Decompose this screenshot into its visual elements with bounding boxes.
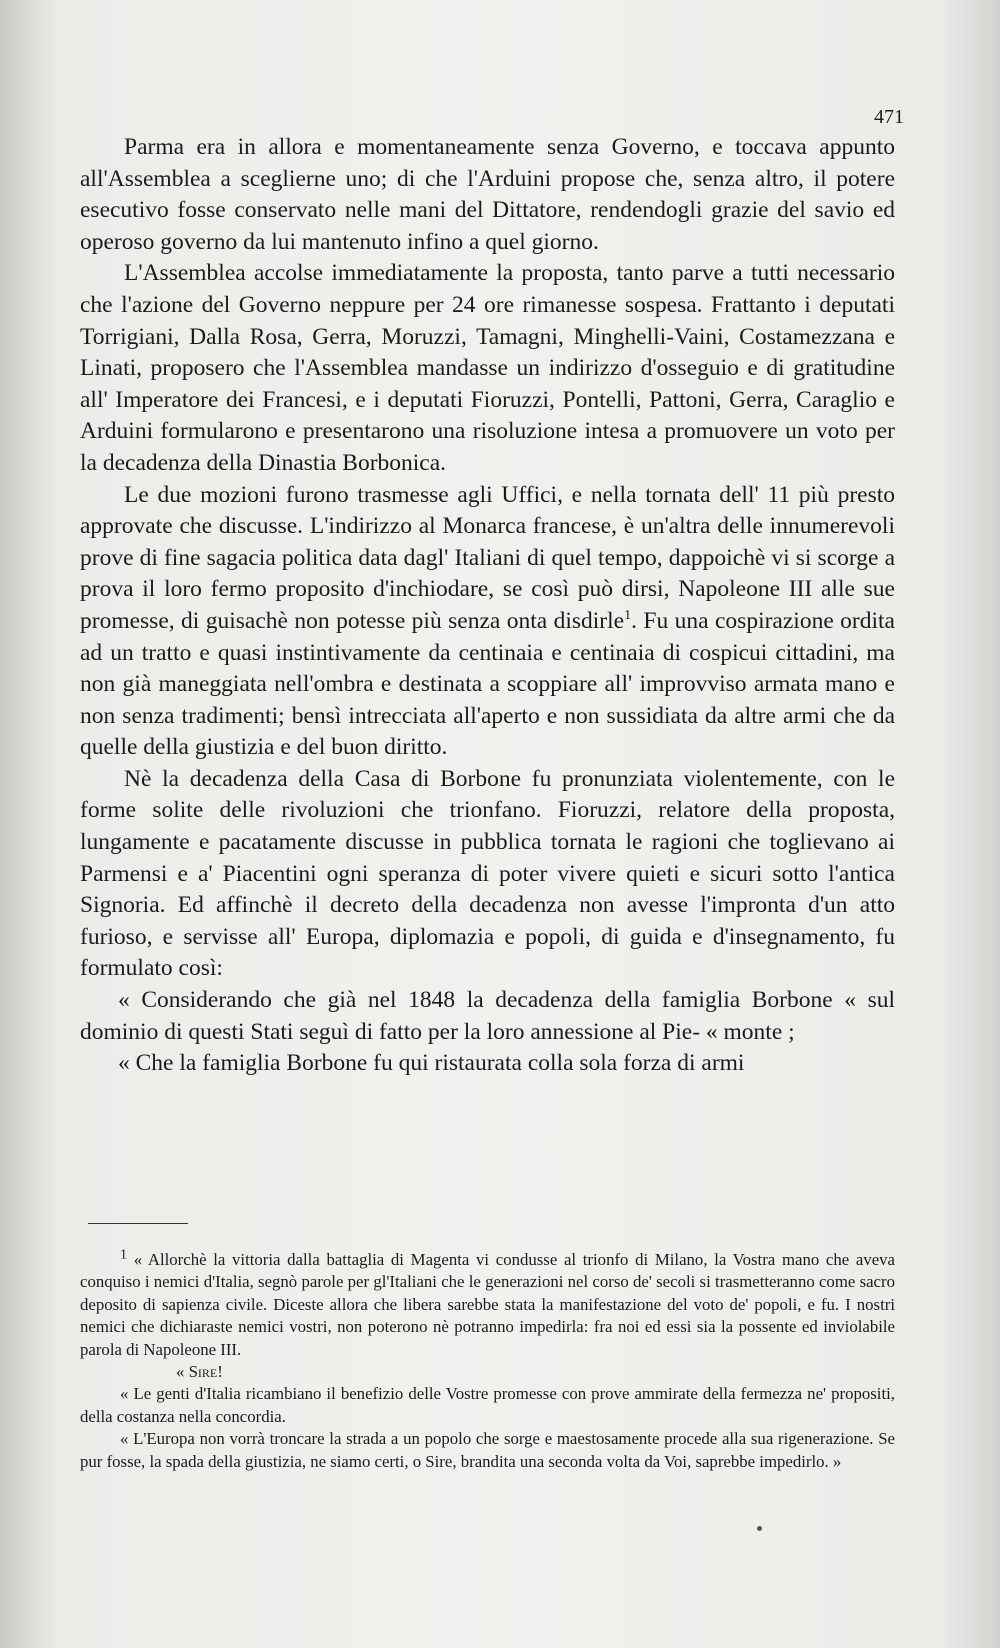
paragraph [80,480,895,764]
paragraph: L'Assemblea accolse immediatamente la proposta, tanto parve a tutti necessario che l'azione del Governo neppure per 24 ore rimanesse sospesa. Frattanto i deputati Torrigiani, Dalla Rosa, Gerra, Moruzzi, Tamagni, Minghelli-Vaini, Costamezzana e Linati, proposero che l'Assemblea mandasse un indirizzo d'osseguio e di gratitudine all' Imperatore dei Francesi, e i deputati Fioruzzi, Pontelli, Pattoni, Gerra, Caraglio e Arduini formularono e presentarono una risoluzione intesa a promuovere un voto per la decadenza della Dinastia Borbonica. [80,260,895,476]
footnote-text: « Allorchè la vittoria dalla battaglia di Magenta vi condusse al trionfo di Milano, la Vostra mano che aveva conquiso i nemici d'Italia, segnò parole per gl'Italiani che le generazioni nel corso de' secoli si trasmetteranno come sacro deposito di sapienza civile. Diceste allora che libera sarebbe stata la manifestazione del voto de' popoli, e fu. I nostri nemici che dichiaraste nemici vostri, non poterono nè potranno impedirla: fra noi ed essi sia la possente ed inviolabile parola di Napoleone III. [80,1250,895,1359]
ink-mark [757,1526,762,1531]
paragraph: Nè la decadenza della Casa di Borbone fu pronunziata violentemente, con le forme solite delle rivoluzioni che trionfano. Fioruzzi, relatore della proposta, lungamente e pacatamente discusse in pubblica tornata le ragioni che toglievano ai Parmensi e a' Piacentini ogni speranza di poter vivere quieti e sicuri sotto l'antica Signoria. Ed affinchè il decreto della decadenza non avesse l'impronta d'un atto furioso, e servisse all' Europa, diplomazia e popoli, di guida e d'insegnamento, fu formulato così: [80,765,895,982]
paragraph-text: . Fu una cospirazione ordita ad un tratto e quasi instintivamente da centinaia e centinaia di cospicui cittadini, ma non già maneggiata nell'ombra e destinata a scoppiare all' improvviso armata mano e non senza tradimenti; bensì intrecciata all'aperto e non sussidiata da altre armi che da quelle della giustizia e del buon diritto. [80,607,895,761]
decree-quote: « Che la famiglia Borbone fu qui ristaurata colla sola forza di armi [118,1050,745,1077]
footnote-marker: 1 [120,1247,127,1263]
footnote-divider [88,1223,188,1224]
footnotes [80,1249,895,1473]
footnote-paragraph: « L'Europa non vorrà troncare la strada a un popolo che sorge e maestosamente procede alla sua rigenerazione. Se pur fosse, la spada della giustizia, ne siamo certi, o Sire, brandita una seconda volta da Voi, saprebbe impedirlo. » [80,1429,895,1471]
footnote-reference[interactable]: 1 [624,608,632,624]
paragraph-text: Le due mozioni furono trasmesse agli Uffici, e nella tornata dell' 11 più presto approvate che discusse. L'indirizzo al Monarca francese, è un'altra delle innumerevoli prove di fine sagacia politica data dagl' Italiani di quel tempo, dappoichè vi si scorge a prova il loro fermo proposito d'inchiodare, se così può dirsi, Napoleone III alle sue promesse, di guisachè non potesse più senza onta disdirle [80,481,895,634]
footnote-salutation [80,1361,895,1383]
salutation-text: « Sire! [176,1362,223,1382]
paragraph: Parma era in allora e momentaneamente senza Governo, e toccava appunto all'Assemblea a sceglierne uno; di che l'Arduini propose che, senza altro, il potere esecutivo fosse conservato nelle mani del Dittatore, rendendogli grazie del savio ed operoso governo da lui mantenuto infino a quel giorno. [80,134,895,255]
footnote-paragraph: « Le genti d'Italia ricambiano il benefizio delle Vostre promesse con prove ammirate della fermezza ne' propositi, della costanza nella concordia. [80,1384,895,1426]
decree-quote: « Considerando che già nel 1848 la decadenza della famiglia Borbone « sul dominio di questi Stati seguì di fatto per la loro annessione al Pie- « monte ; [80,987,895,1045]
page-number: 471 [874,106,904,128]
footnote [80,1249,895,1361]
main-text [80,132,895,1080]
